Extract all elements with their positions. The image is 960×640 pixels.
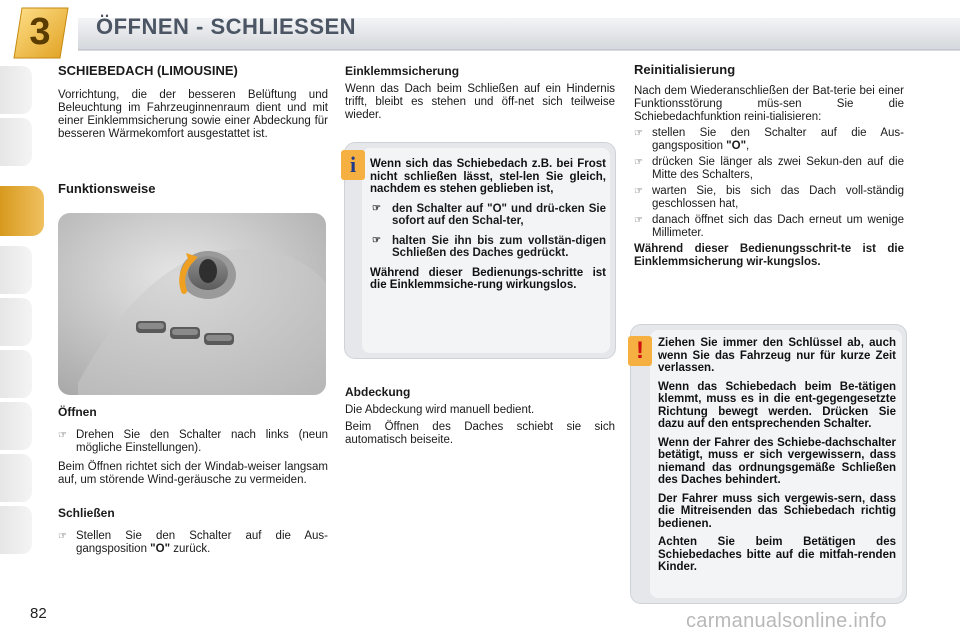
intro-text: Vorrichtung, die der besseren Belüftung und Beleuchtung im Fahrzeuginnenraum dient und mit einer Einklemmsicherung sowie einer Abdeckung für besseren Wärmekomfort ausgestattet ist. — [58, 89, 328, 140]
side-tab[interactable] — [0, 454, 32, 502]
cover-text: Die Abdeckung wird manuell bedient. — [345, 404, 535, 416]
hand-pointer-icon: ☞ — [634, 186, 643, 197]
watermark: carmanualsonline.info — [686, 610, 887, 632]
open-bullet: ☞ Drehen Sie den Schalter nach links (neun mögliche Einstellungen). — [58, 429, 328, 454]
hand-pointer-icon: ☞ — [634, 128, 643, 139]
page-number: 82 — [30, 605, 47, 622]
reinit-intro: Nach dem Wiederanschließen der Bat-terie bei einer Funktionsstörung müs-sen Sie die Schiebedachfunktion reini-tialisieren: — [634, 85, 904, 123]
warning-box-content — [658, 337, 896, 574]
pinch-text: Wenn das Dach beim Schließen auf ein Hindernis trifft, bleibt es stehen und öff-net sich teilweise wieder. — [345, 83, 615, 121]
side-tab[interactable] — [0, 402, 32, 450]
reinit-step: ☞ drücken Sie länger als zwei Sekun-den auf die Mitte des Schalters, — [634, 156, 904, 181]
hand-pointer-icon: ☞ — [58, 430, 67, 441]
reinit-section — [634, 62, 904, 269]
side-tab[interactable] — [0, 506, 32, 554]
info-lead: Wenn sich das Schiebedach z.B. bei Frost nicht schließen lässt, stel-len Sie gleich, nachdem es stehen geblieben ist, — [370, 158, 606, 195]
function-heading: Funktionsweise — [58, 181, 156, 196]
open-heading: Öffnen — [58, 405, 97, 419]
cover-heading: Abdeckung — [345, 385, 411, 399]
pinch-section — [345, 64, 615, 122]
info-closing: Während dieser Bedienungs-schritte ist die Einklemmsiche-rung wirkungslos. — [370, 266, 606, 291]
cover-text: Beim Öffnen des Daches schiebt sie sich automatisch beiseite. — [345, 421, 615, 446]
side-tab-active[interactable] — [0, 186, 44, 236]
warning-item: Wenn das Schiebedach beim Be-tätigen klemmt, muss es in die ent-gegengesetzte Richtung bewegt werden. Drücken Sie dazu auf den entsprechenden Schalter. — [658, 380, 896, 430]
close-heading: Schließen — [58, 506, 115, 520]
open-text: Beim Öffnen richtet sich der Windab-weiser langsam auf, um störende Wind-geräusche zu vermeiden. — [58, 461, 328, 486]
info-bullet: ☞ den Schalter auf "O" und drü-cken Sie sofort auf den Schal-ter, — [372, 202, 606, 227]
side-tab[interactable] — [0, 118, 32, 166]
cover-section — [345, 385, 615, 447]
side-tab[interactable] — [0, 246, 32, 294]
left-column — [58, 63, 328, 196]
warning-item: Wenn der Fahrer des Schiebe-dachschalter betätigt, muss er sich vergewissern, dass niemand das ordnungsgemäße Schließen des Daches behindert. — [658, 436, 896, 486]
page-title: ÖFFNEN - SCHLIESSEN — [96, 14, 357, 39]
hand-pointer-icon: ☞ — [58, 531, 67, 542]
warning-icon: ! — [628, 336, 652, 366]
close-bullet: ☞ Stellen Sie den Schalter auf die Aus-gangsposition "O" zurück. — [58, 530, 328, 555]
reinit-heading: Reinitialisierung — [634, 62, 736, 77]
reinit-step: ☞ warten Sie, bis sich das Dach voll-ständig geschlossen hat, — [634, 185, 904, 210]
warning-item: Der Fahrer muss sich vergewis-sern, dass die Mitreisenden das Schiebedach richtig bedienen. — [658, 492, 896, 530]
section-heading: SCHIEBEDACH (LIMOUSINE) — [58, 63, 238, 78]
side-tab[interactable] — [0, 298, 32, 346]
reinit-step: ☞ danach öffnet sich das Dach erneut um wenige Millimeter. — [634, 214, 904, 239]
reinit-note: Während dieser Bedienungsschrit-te ist die Einklemmsicherung wir-kungslos. — [634, 243, 904, 268]
side-tab[interactable] — [0, 66, 32, 114]
warning-item: Achten Sie beim Betätigen des Schiebedaches bitte auf die mitfah-renden Kinder. — [658, 536, 896, 573]
hand-pointer-icon: ☞ — [634, 215, 643, 226]
info-box-content — [370, 158, 606, 292]
pinch-heading: Einklemmsicherung — [345, 64, 460, 78]
warning-item: Ziehen Sie immer den Schlüssel ab, auch wenn Sie das Fahrzeug nur für kurze Zeit verlassen. — [658, 337, 896, 374]
info-icon: i — [341, 150, 365, 180]
side-tab[interactable] — [0, 350, 32, 398]
chapter-number: 3 — [29, 11, 51, 53]
reinit-step: ☞ stellen Sie den Schalter auf die Aus-gangsposition "O", — [634, 127, 904, 152]
sunroof-switch-photo — [58, 213, 326, 395]
hand-pointer-icon: ☞ — [634, 157, 643, 168]
info-bullet: ☞ halten Sie ihn bis zum vollstän-digen Schließen des Daches gedrückt. — [372, 234, 606, 259]
open-close-section — [58, 405, 328, 556]
hand-pointer-icon: ☞ — [372, 202, 381, 214]
hand-pointer-icon: ☞ — [372, 234, 381, 246]
